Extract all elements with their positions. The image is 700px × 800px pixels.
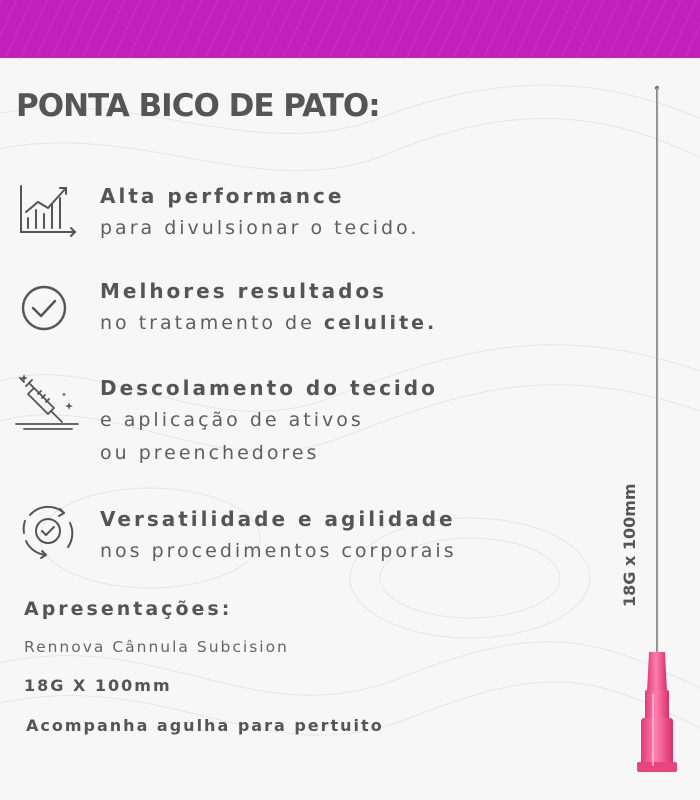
page-title: PONTA BICO DE PATO: xyxy=(16,88,380,124)
feature-heading: Alta performance xyxy=(100,184,345,208)
feature-description xyxy=(100,307,580,340)
syringe-icon xyxy=(14,372,84,432)
feature-description-line-1: e aplicação de ativos xyxy=(100,409,364,431)
header-banner xyxy=(0,0,700,58)
description-text: no tratamento de xyxy=(100,312,324,334)
description-emphasis: celulite. xyxy=(323,312,438,334)
needle-dimension-label: 18G x 100mm xyxy=(620,483,639,607)
product-note: Acompanha agulha para pertuito xyxy=(26,716,384,735)
feature-heading: Melhores resultados xyxy=(100,279,388,303)
feature-heading: Descolamento do tecido xyxy=(100,376,438,400)
feature-heading: Versatilidade e agilidade xyxy=(100,507,456,531)
product-size: 18G X 100mm xyxy=(24,676,172,695)
feature-description: nos procedimentos corporais xyxy=(100,540,457,562)
cannula-needle-image xyxy=(615,82,700,782)
feature-description: para divulsionar o tecido. xyxy=(100,217,420,239)
growth-chart-icon xyxy=(18,180,78,240)
presentations-title: Apresentações: xyxy=(24,598,233,620)
cycle-check-icon xyxy=(18,503,78,563)
check-circle-icon xyxy=(18,279,78,339)
feature-description-line-2: ou preenchedores xyxy=(100,442,320,464)
product-name: Rennova Cânnula Subcision xyxy=(24,638,289,656)
